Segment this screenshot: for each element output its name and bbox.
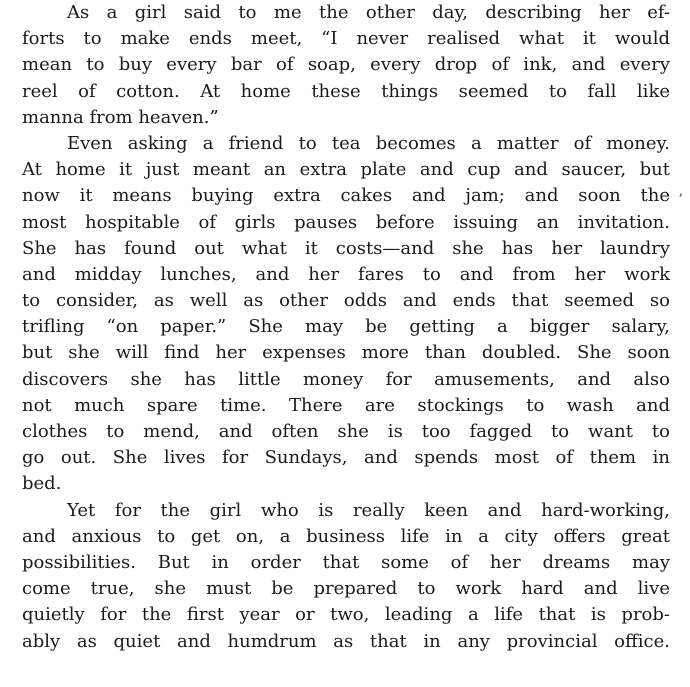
text-line: manna from heaven.” bbox=[22, 106, 219, 128]
text-line: now it means buying extra cakes and jam; and soon the bbox=[22, 185, 670, 207]
paragraph-1 bbox=[22, 0, 670, 131]
text-line: but she will find her expenses more than doubled. She soon bbox=[22, 342, 670, 364]
article-text bbox=[22, 0, 670, 655]
text-line: trifling “on paper.” She may be getting a bigger salary, bbox=[22, 316, 670, 338]
text-line: bed. bbox=[22, 473, 62, 495]
text-line: and anxious to get on, a business life in a city offers great bbox=[22, 525, 670, 547]
text-line: Even asking a friend to tea becomes a matter of money. bbox=[67, 132, 670, 154]
paragraph-3 bbox=[22, 498, 670, 655]
text-line: and midday lunches, and her fares to and from her work bbox=[22, 263, 670, 285]
text-line: She has found out what it costs—and she has her laundry bbox=[22, 237, 670, 259]
text-line: not much spare time. There are stockings to wash and bbox=[22, 394, 670, 416]
margin-mark: ʼ bbox=[678, 192, 683, 208]
text-line: to consider, as well as other odds and ends that seemed so bbox=[22, 290, 670, 312]
text-line: reel of cotton. At home these things seemed to fall like bbox=[22, 80, 670, 102]
text-line: possibilities. But in order that some of her dreams may bbox=[22, 551, 670, 573]
text-line: most hospitable of girls pauses before issuing an invitation. bbox=[22, 211, 670, 233]
text-line: As a girl said to me the other day, describing her ef- bbox=[67, 2, 670, 23]
text-line: ably as quiet and humdrum as that in any provincial office. bbox=[22, 630, 670, 652]
text-line: discovers she has little money for amusements, and also bbox=[22, 368, 670, 390]
text-line: Yet for the girl who is really keen and hard-working, bbox=[67, 499, 670, 521]
paragraph-2 bbox=[22, 131, 670, 498]
text-line: mean to buy every bar of soap, every drop of ink, and every bbox=[22, 54, 670, 76]
text-line: go out. She lives for Sundays, and spends most of them in bbox=[22, 447, 670, 469]
text-line: quietly for the first year or two, leading a life that is prob- bbox=[22, 604, 670, 626]
text-line: At home it just meant an extra plate and cup and saucer, but bbox=[22, 159, 670, 181]
text-line: forts to make ends meet, “I never realised what it would bbox=[22, 28, 670, 50]
text-line: clothes to mend, and often she is too fagged to want to bbox=[22, 421, 670, 442]
text-line: come true, she must be prepared to work hard and live bbox=[22, 578, 670, 600]
